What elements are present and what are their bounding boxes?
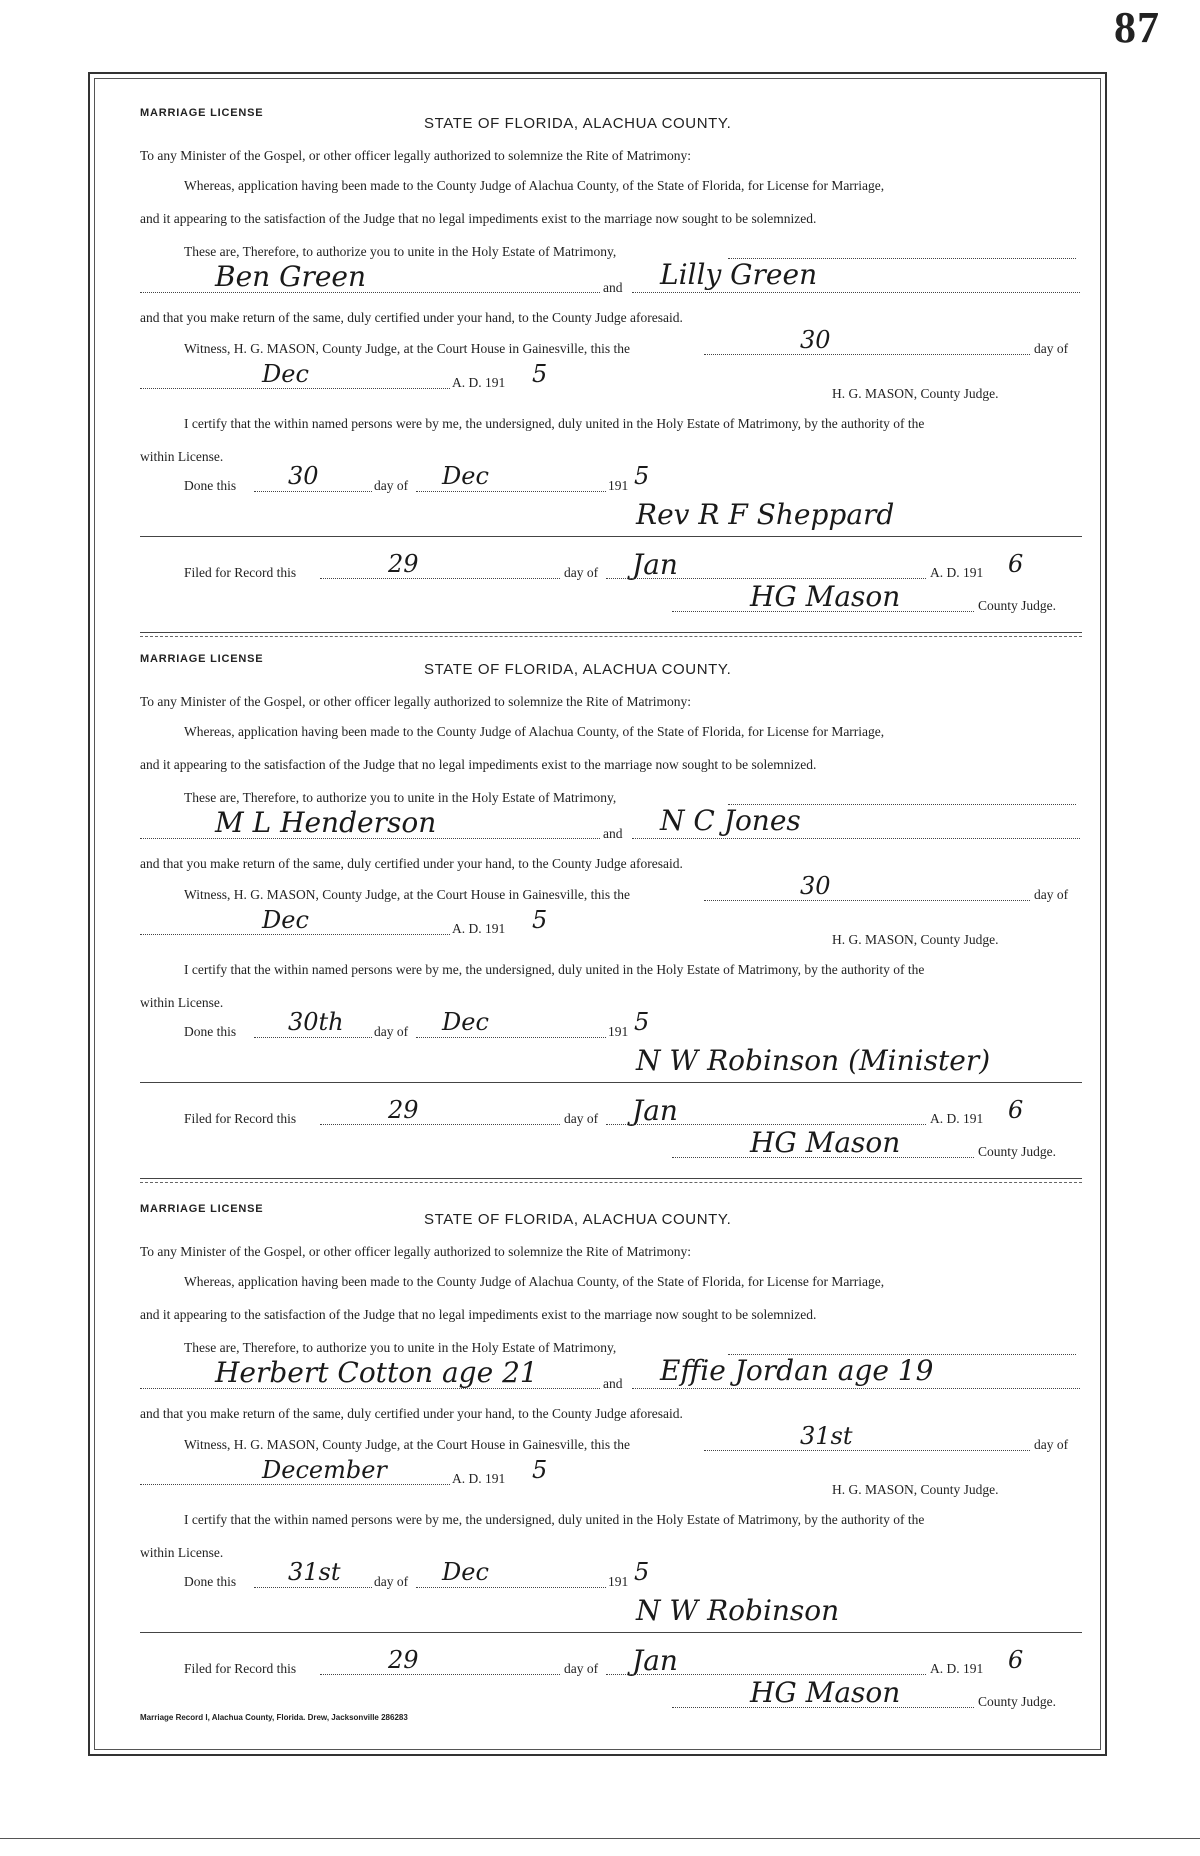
bride-name: N C Jones [660, 804, 801, 837]
done-day-line [254, 1587, 372, 1588]
filed-day-line [320, 578, 560, 579]
done-year: 5 [634, 462, 650, 490]
whereas-text: Whereas, application having been made to the County Judge of Alachua County, of the State of Florida, for License for Marriage, [184, 1274, 885, 1289]
marriage-license-label: MARRIAGE LICENSE [140, 653, 264, 665]
and-it-appearing-text: and it appearing to the satisfaction of the Judge that no legal impediments exist to the marriage now sought to be solemnized. [140, 757, 817, 772]
section-rule [140, 536, 1082, 537]
make-return-text: and that you make return of the same, duly certified under your hand, to the County Judge aforesaid. [140, 310, 683, 325]
bride-name: Lilly Green [660, 258, 818, 291]
done-month-line [416, 491, 606, 492]
done-day-of-label: day of [374, 1574, 409, 1589]
county-judge-label: County Judge. [978, 598, 1057, 613]
to-any-minister-text: To any Minister of the Gospel, or other officer legally authorized to solemnize the Rite of Matrimony: [140, 1244, 692, 1259]
filed-day: 29 [388, 1646, 419, 1674]
done-year: 5 [634, 1008, 650, 1036]
marriage-license-label: MARRIAGE LICENSE [140, 107, 264, 119]
license-divider-1 [140, 632, 1082, 637]
and-label: and [603, 826, 623, 841]
done-this-label: Done this [184, 1574, 237, 1589]
filed-month: Jan [632, 1094, 678, 1127]
done-day-line [254, 1037, 372, 1038]
witness-year: 5 [532, 906, 548, 934]
witness-day: 30 [800, 872, 831, 900]
filed-month-line [606, 578, 926, 579]
and-label: and [603, 1376, 623, 1391]
judge-signature-line [672, 1157, 974, 1158]
witness-text: Witness, H. G. MASON, County Judge, at the Court House in Gainesville, this the [184, 1437, 631, 1452]
groom-line [140, 292, 600, 293]
county-judge-label: County Judge. [978, 1144, 1057, 1159]
filed-month-line [606, 1124, 926, 1125]
groom-line [140, 1388, 600, 1389]
page-bottom-line [0, 1838, 1200, 1839]
witness-day: 31st [800, 1422, 853, 1450]
filed-month-line [606, 1674, 926, 1675]
done-this-label: Done this [184, 478, 237, 493]
and-it-appearing-text: and it appearing to the satisfaction of the Judge that no legal impediments exist to the marriage now sought to be solemnized. [140, 211, 817, 226]
state-heading: STATE OF FLORIDA, ALACHUA COUNTY. [424, 115, 732, 132]
ad-label: A. D. 191 [452, 375, 506, 390]
judge-signature-line [672, 611, 974, 612]
day-of-label: day of [1034, 887, 1069, 902]
filed-for-record-label: Filed for Record this [184, 1661, 297, 1676]
make-return-text: and that you make return of the same, duly certified under your hand, to the County Judge aforesaid. [140, 856, 683, 871]
witness-month-line [140, 388, 450, 389]
done-year: 5 [634, 1558, 650, 1586]
ad-label: A. D. 191 [452, 1471, 506, 1486]
witness-day-line [704, 900, 1030, 901]
witness-month-line [140, 1484, 450, 1485]
county-judge-label: County Judge. [978, 1694, 1057, 1709]
witness-text: Witness, H. G. MASON, County Judge, at the Court House in Gainesville, this the [184, 887, 631, 902]
witness-month-line [140, 934, 450, 935]
groom-name: Ben Green [215, 260, 367, 293]
done-day: 30th [288, 1008, 344, 1036]
day-of-label: day of [1034, 341, 1069, 356]
bride-line [632, 292, 1080, 293]
witness-month: December [262, 1456, 387, 1484]
officiant-signature: N W Robinson (Minister) [636, 1044, 991, 1077]
county-judge-printed-name: H. G. MASON, County Judge. [832, 1482, 999, 1497]
done-day-of-label: day of [374, 1024, 409, 1039]
and-label: and [603, 280, 623, 295]
bride-line [632, 1388, 1080, 1389]
witness-month: Dec [262, 360, 309, 388]
done-month: Dec [442, 462, 489, 490]
done-month-line [416, 1587, 606, 1588]
groom-name: Herbert Cotton age 21 [215, 1356, 538, 1389]
done-day: 31st [288, 1558, 341, 1586]
bride-name: Effie Jordan age 19 [660, 1354, 934, 1387]
judge-signature: HG Mason [750, 580, 901, 613]
witness-year: 5 [532, 360, 548, 388]
filed-day-line [320, 1124, 560, 1125]
filed-ad-label: A. D. 191 [930, 1661, 984, 1676]
done-day: 30 [288, 462, 319, 490]
witness-month: Dec [262, 906, 309, 934]
bride-line [632, 838, 1080, 839]
filed-day-line [320, 1674, 560, 1675]
done-day-line [254, 491, 372, 492]
these-are-text: These are, Therefore, to authorize you to unite in the Holy Estate of Matrimony, [184, 244, 617, 259]
these-are-text: These are, Therefore, to authorize you to unite in the Holy Estate of Matrimony, [184, 1340, 617, 1355]
filed-day: 29 [388, 1096, 419, 1124]
filed-year: 6 [1008, 1096, 1024, 1124]
filed-day-of-label: day of [564, 1661, 599, 1676]
done-month-line [416, 1037, 606, 1038]
record-footer: Marriage Record I, Alachua County, Florida. Drew, Jacksonville 286283 [140, 1713, 408, 1722]
done-day-of-label: day of [374, 478, 409, 493]
done-month: Dec [442, 1008, 489, 1036]
marriage-license-label: MARRIAGE LICENSE [140, 1203, 264, 1215]
county-judge-printed-name: H. G. MASON, County Judge. [832, 386, 999, 401]
done-year-label: 191 [608, 1574, 629, 1589]
to-any-minister-text: To any Minister of the Gospel, or other officer legally authorized to solemnize the Rite of Matrimony: [140, 694, 692, 709]
state-heading: STATE OF FLORIDA, ALACHUA COUNTY. [424, 1211, 732, 1228]
witness-day-line [704, 354, 1030, 355]
certify-text: I certify that the within named persons were by me, the undersigned, duly united in the Holy Estate of Matrimony, by the authority of the [184, 1512, 925, 1527]
filed-for-record-label: Filed for Record this [184, 1111, 297, 1126]
whereas-text: Whereas, application having been made to the County Judge of Alachua County, of the State of Florida, for License for Marriage, [184, 724, 885, 739]
make-return-text: and that you make return of the same, duly certified under your hand, to the County Judge aforesaid. [140, 1406, 683, 1421]
done-year-label: 191 [608, 1024, 629, 1039]
filed-year: 6 [1008, 1646, 1024, 1674]
ad-label: A. D. 191 [452, 921, 506, 936]
certify-text: I certify that the within named persons were by me, the undersigned, duly united in the Holy Estate of Matrimony, by the authority of the [184, 416, 925, 431]
filed-day-of-label: day of [564, 565, 599, 580]
witness-text: Witness, H. G. MASON, County Judge, at the Court House in Gainesville, this the [184, 341, 631, 356]
done-this-label: Done this [184, 1024, 237, 1039]
and-it-appearing-text: and it appearing to the satisfaction of the Judge that no legal impediments exist to the marriage now sought to be solemnized. [140, 1307, 817, 1322]
within-license-text: within License. [140, 1545, 224, 1560]
within-license-text: within License. [140, 449, 224, 464]
filed-day-of-label: day of [564, 1111, 599, 1126]
state-heading: STATE OF FLORIDA, ALACHUA COUNTY. [424, 661, 732, 678]
these-are-text: These are, Therefore, to authorize you to unite in the Holy Estate of Matrimony, [184, 790, 617, 805]
witness-day-line [704, 1450, 1030, 1451]
page-number: 87 [1114, 3, 1160, 52]
groom-line [140, 838, 600, 839]
filed-for-record-label: Filed for Record this [184, 565, 297, 580]
witness-day: 30 [800, 326, 831, 354]
witness-year: 5 [532, 1456, 548, 1484]
section-rule [140, 1082, 1082, 1083]
officiant-signature: N W Robinson [636, 1594, 840, 1627]
judge-signature: HG Mason [750, 1676, 901, 1709]
officiant-signature: Rev R F Sheppard [636, 498, 895, 531]
filed-month: Jan [632, 548, 678, 581]
day-of-label: day of [1034, 1437, 1069, 1452]
to-any-minister-text: To any Minister of the Gospel, or other officer legally authorized to solemnize the Rite of Matrimony: [140, 148, 692, 163]
county-judge-printed-name: H. G. MASON, County Judge. [832, 932, 999, 947]
filed-year: 6 [1008, 550, 1024, 578]
section-rule [140, 1632, 1082, 1633]
whereas-text: Whereas, application having been made to the County Judge of Alachua County, of the State of Florida, for License for Marriage, [184, 178, 885, 193]
judge-signature-line [672, 1707, 974, 1708]
judge-signature: HG Mason [750, 1126, 901, 1159]
filed-ad-label: A. D. 191 [930, 1111, 984, 1126]
done-month: Dec [442, 1558, 489, 1586]
filed-day: 29 [388, 550, 419, 578]
filed-month: Jan [632, 1644, 678, 1677]
certify-text: I certify that the within named persons were by me, the undersigned, duly united in the Holy Estate of Matrimony, by the authority of the [184, 962, 925, 977]
groom-name: M L Henderson [215, 806, 437, 839]
filed-ad-label: A. D. 191 [930, 565, 984, 580]
license-divider-2 [140, 1178, 1082, 1183]
done-year-label: 191 [608, 478, 629, 493]
within-license-text: within License. [140, 995, 224, 1010]
